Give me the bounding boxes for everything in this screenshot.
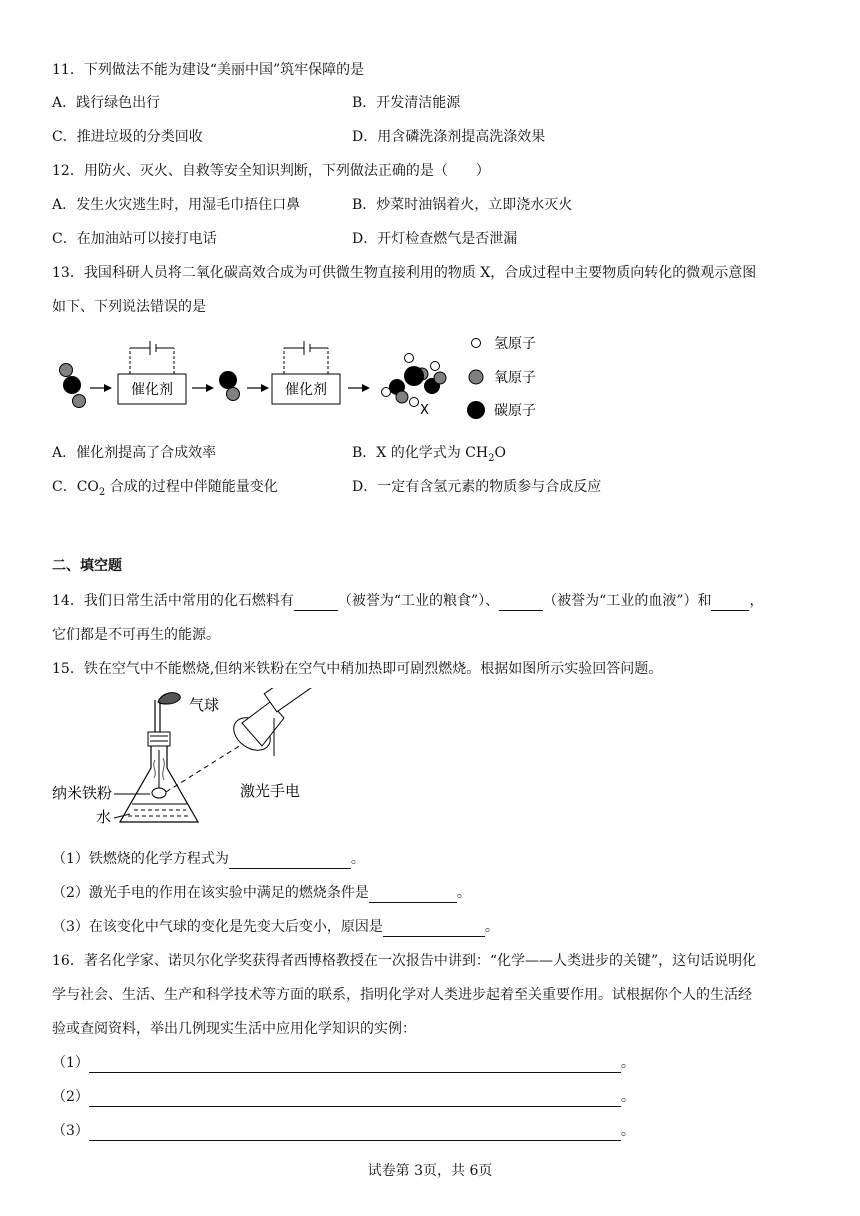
q16-answer-2-label: （2） xyxy=(52,1089,89,1105)
q15-sub1-text: （1）铁燃烧的化学方程式为 xyxy=(52,851,229,867)
water-label: 水 xyxy=(96,808,112,826)
q15-experiment-diagram xyxy=(52,688,332,836)
iron-powder-label: 纳米铁粉 xyxy=(52,784,113,802)
q11-option-c: C．推进垃圾的分类回收 xyxy=(52,129,203,145)
x-label: X xyxy=(420,403,429,418)
arrow-4 xyxy=(348,384,370,392)
catalyst-box-1 xyxy=(118,341,186,404)
q15-sub2-text: （2）激光手电的作用在该实验中满足的燃烧条件是 xyxy=(52,885,369,901)
q14-blank-1[interactable] xyxy=(294,594,338,611)
legend-hydrogen: 氢原子 xyxy=(494,336,536,352)
legend-oxygen: 氧原子 xyxy=(494,370,536,386)
arrow-1 xyxy=(90,384,112,392)
q13-option-c-pre: C．CO xyxy=(52,479,99,495)
q11-stem: 11．下列做法不能为建设“美丽中国”筑牢保障的是 xyxy=(52,62,365,78)
q14-part2: （被誉为“工业的粮食”）、 xyxy=(337,593,500,609)
arrow-3 xyxy=(247,384,269,392)
q16-blank-2[interactable] xyxy=(89,1090,621,1107)
q16-answer-1 xyxy=(52,1053,635,1073)
q16-line3: 验或查阅资料，举出几例现实生活中应用化学知识的实例： xyxy=(52,1021,416,1037)
q14-blank-2[interactable] xyxy=(499,594,543,611)
arrow-2 xyxy=(192,384,214,392)
page-footer: 试卷第 3页，共 6页 xyxy=(367,1163,493,1179)
q15-blank-1[interactable] xyxy=(229,852,351,869)
q16-answer-2-end: 。 xyxy=(620,1089,635,1105)
q12-option-a: A．发生火灾逃生时，用湿毛巾捂住口鼻 xyxy=(52,197,301,213)
q15-sub3-text: （3）在该变化中气球的变化是先变大后变小，原因是 xyxy=(52,919,383,935)
q15-sub2 xyxy=(52,883,471,903)
legend xyxy=(467,336,536,419)
q13-option-b-sub: 2 xyxy=(488,452,495,464)
section-title: 二、填空题 xyxy=(52,558,122,574)
q16-line2: 学与社会、生活、生产和科学技术等方面的联系，指明化学对人类进步起着至关重要作用。试根据你个人的生活经 xyxy=(52,987,752,1003)
q13-option-c-sub: 2 xyxy=(98,486,106,498)
q13-option-d: D．一定有含氢元素的物质参与合成反应 xyxy=(352,479,602,495)
q13-option-b-post: O xyxy=(494,445,506,461)
q15-sub1 xyxy=(52,849,365,869)
q14-line1 xyxy=(52,591,763,611)
product-x-molecule xyxy=(382,354,447,407)
q14-line2: 它们都是不可再生的能源。 xyxy=(52,627,220,643)
q16-answer-1-end: 。 xyxy=(620,1055,635,1071)
co-molecule xyxy=(219,371,240,401)
q16-answer-1-label: （1） xyxy=(52,1055,89,1071)
q13-option-b-pre: B．X 的化学式为 CH xyxy=(352,445,489,461)
q14-part3: （被誉为“工业的血液”）和 xyxy=(543,593,712,609)
catalyst-label-2: 催化剂 xyxy=(285,382,327,398)
q16-blank-3[interactable] xyxy=(89,1124,621,1141)
q15-sub2-end: 。 xyxy=(456,885,471,901)
q13-option-c-post: 合成的过程中伴随能量变化 xyxy=(105,479,278,495)
q13-option-a: A．催化剂提高了合成效率 xyxy=(52,445,217,461)
q16-answer-3-end: 。 xyxy=(620,1123,635,1139)
q12-stem: 12．用防火、灭火、自救等安全知识判断，下列做法正确的是（ ） xyxy=(52,163,490,179)
q13-option-c xyxy=(52,477,278,503)
q15-stem: 15．铁在空气中不能燃烧,但纳米铁粉在空气中稍加热即可剧烈燃烧。根据如图所示实验回答问题。 xyxy=(52,661,663,677)
q15-sub3-end: 。 xyxy=(484,919,499,935)
flask-icon xyxy=(120,746,198,822)
q13-stem-line2: 如下、下列说法错误的是 xyxy=(52,299,206,315)
catalyst-box-2 xyxy=(272,341,340,404)
q11-option-b: B．开发清洁能源 xyxy=(352,95,461,111)
balloon-icon xyxy=(155,693,180,734)
q13-option-b xyxy=(352,443,506,469)
legend-carbon: 碳原子 xyxy=(494,403,536,419)
q13-stem-line1: 13．我国科研人员将二氧化碳高效合成为可供微生物直接利用的物质 X，合成过程中主要物质向转化的微观示意图 xyxy=(52,265,757,281)
q16-answer-3 xyxy=(52,1121,635,1141)
q12-option-d: D．开灯检查燃气是否泄漏 xyxy=(352,231,518,247)
catalyst-label-1: 催化剂 xyxy=(131,382,173,398)
q11-option-a: A．践行绿色出行 xyxy=(52,95,161,111)
co2-molecule xyxy=(60,364,86,408)
balloon-label: 气球 xyxy=(189,696,220,714)
q15-blank-2[interactable] xyxy=(369,886,457,903)
q16-answer-3-label: （3） xyxy=(52,1123,89,1139)
q16-blank-1[interactable] xyxy=(89,1056,621,1073)
q14-part4: ， xyxy=(749,593,764,609)
q15-sub3 xyxy=(52,917,499,937)
q13-reaction-diagram xyxy=(52,330,552,430)
q15-blank-3[interactable] xyxy=(383,920,485,937)
q14-part1: 14．我们日常生活中常用的化石燃料有 xyxy=(52,593,294,609)
q16-line1: 16．著名化学家、诺贝尔化学奖获得者西博格教授在一次报告中讲到：“化学——人类进步的关键”，这句话说明化 xyxy=(52,953,757,969)
q14-blank-3[interactable] xyxy=(711,594,749,611)
laser-label: 激光手电 xyxy=(240,782,301,800)
q16-answer-2 xyxy=(52,1087,635,1107)
q12-option-b: B．炒菜时油锅着火，立即浇水灭火 xyxy=(352,197,573,213)
q12-option-c: C．在加油站可以接打电话 xyxy=(52,231,217,247)
q11-option-d: D．用含磷洗涤剂提高洗涤效果 xyxy=(352,129,546,145)
q15-sub1-end: 。 xyxy=(350,851,365,867)
